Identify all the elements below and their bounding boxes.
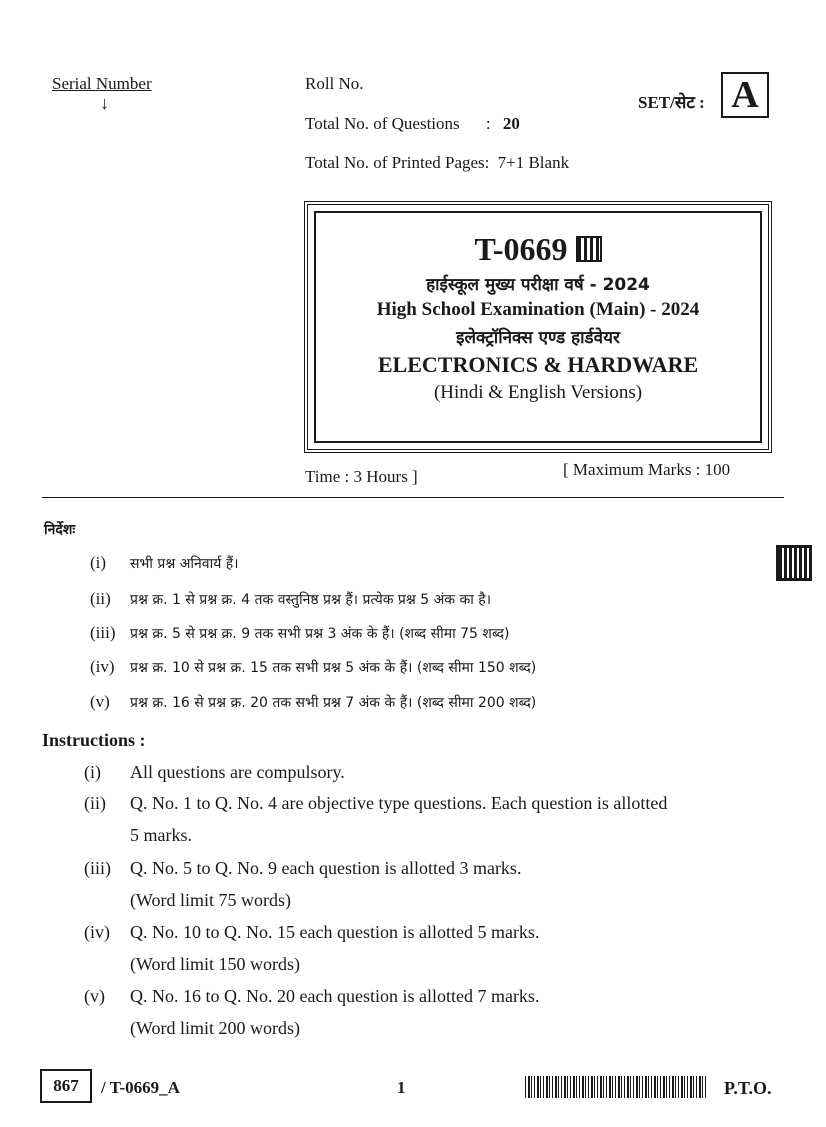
- item-number: (iii): [84, 858, 111, 878]
- total-questions-value: 20: [502, 114, 520, 133]
- item-number: (ii): [84, 793, 106, 813]
- time-allowed: Time : 3 Hours ]: [305, 467, 418, 486]
- item-text: प्रश्न क्र. 16 से प्रश्न क्र. 20 तक सभी प्रश्न 7 अंक के हैं। (शब्द सीमा 200 शब्द): [130, 695, 537, 711]
- list-item: [90, 553, 239, 573]
- hindi-instructions-heading: निर्देशः: [44, 522, 76, 538]
- set-value-box: A: [721, 72, 769, 118]
- page-number: 1: [397, 1078, 406, 1097]
- title-box: [304, 201, 772, 453]
- item-text: प्रश्न क्र. 1 से प्रश्न क्र. 4 तक वस्तुनिष्ठ प्रश्न हैं। प्रत्येक प्रश्न 5 अंक का है।: [130, 592, 492, 608]
- printed-pages-label: Total No. of Printed Pages:: [305, 153, 490, 172]
- list-item: [84, 787, 784, 851]
- list-item: [84, 980, 539, 1044]
- item-number: (ii): [90, 589, 111, 608]
- exam-title-hindi: हाईस्कूल मुख्य परीक्षा वर्ष - 2024: [426, 275, 650, 295]
- printed-pages: [305, 153, 569, 173]
- item-text: Q. No. 16 to Q. No. 20 each question is allotted 7 marks.: [130, 986, 540, 1006]
- list-item: [90, 589, 491, 609]
- item-text: Q. No. 1 to Q. No. 4 are objective type questions. Each question is allotted: [130, 793, 668, 813]
- item-number: (iii): [90, 623, 116, 642]
- list-item: [84, 916, 539, 980]
- total-questions: [305, 114, 520, 134]
- footer-paper-code: / T-0669_A: [101, 1078, 180, 1097]
- item-text: प्रश्न क्र. 10 से प्रश्न क्र. 15 तक सभी प्रश्न 5 अंक के हैं। (शब्द सीमा 150 शब्द): [130, 660, 537, 676]
- divider: [42, 497, 784, 498]
- barcode-icon: [525, 1076, 707, 1098]
- item-number: (i): [90, 553, 107, 572]
- item-text-continued: (Word limit 75 words): [130, 890, 292, 910]
- versions-note: (Hindi & English Versions): [433, 382, 643, 403]
- subject-hindi: इलेक्ट्रॉनिक्स एण्ड हार्डवेयर: [456, 328, 620, 348]
- paper-code-text: T-0669: [474, 231, 568, 267]
- serial-number-label: Serial Number: [52, 74, 152, 93]
- item-text: प्रश्न क्र. 5 से प्रश्न क्र. 9 तक सभी प्रश्न 3 अंक के हैं। (शब्द सीमा 75 शब्द): [130, 626, 510, 642]
- item-text: Q. No. 5 to Q. No. 9 each question is allotted 3 marks.: [130, 858, 522, 878]
- title-box-inner: [314, 211, 762, 443]
- item-text: Q. No. 10 to Q. No. 15 each question is allotted 5 marks.: [130, 922, 540, 942]
- list-item: [84, 756, 345, 788]
- item-text-continued: (Word limit 150 words): [130, 954, 301, 974]
- item-number: (v): [90, 692, 110, 711]
- item-number: (iv): [84, 922, 110, 942]
- down-arrow-icon: ↓: [100, 93, 109, 113]
- footer-box-number: 867: [40, 1069, 92, 1103]
- set-label: SET/सेट :: [638, 93, 705, 112]
- item-text-continued: (Word limit 200 words): [130, 1018, 301, 1038]
- exam-title-english: High School Examination (Main) - 2024: [376, 299, 700, 320]
- printed-pages-value: 7+1 Blank: [497, 153, 570, 172]
- item-text: All questions are compulsory.: [130, 762, 345, 782]
- list-item: [90, 692, 536, 712]
- roll-no-label: Roll No.: [305, 74, 364, 93]
- item-number: (i): [84, 762, 101, 782]
- qr-code-icon: [576, 236, 602, 262]
- qr-code-icon: [776, 545, 812, 581]
- subject-english: ELECTRONICS & HARDWARE: [377, 352, 699, 377]
- instructions-heading: Instructions :: [42, 730, 146, 750]
- item-text-continued: 5 marks.: [130, 825, 192, 845]
- list-item: [90, 657, 536, 677]
- maximum-marks: [ Maximum Marks : 100: [563, 460, 731, 479]
- list-item: [84, 852, 521, 916]
- item-number: (v): [84, 986, 105, 1006]
- paper-code: [316, 231, 760, 268]
- item-number: (iv): [90, 657, 115, 676]
- total-questions-label: Total No. of Questions: [305, 114, 460, 133]
- total-questions-separator: :: [485, 114, 491, 133]
- pto-label: P.T.O.: [724, 1078, 772, 1098]
- item-text: सभी प्रश्न अनिवार्य हैं।: [130, 556, 239, 572]
- list-item: [90, 623, 510, 643]
